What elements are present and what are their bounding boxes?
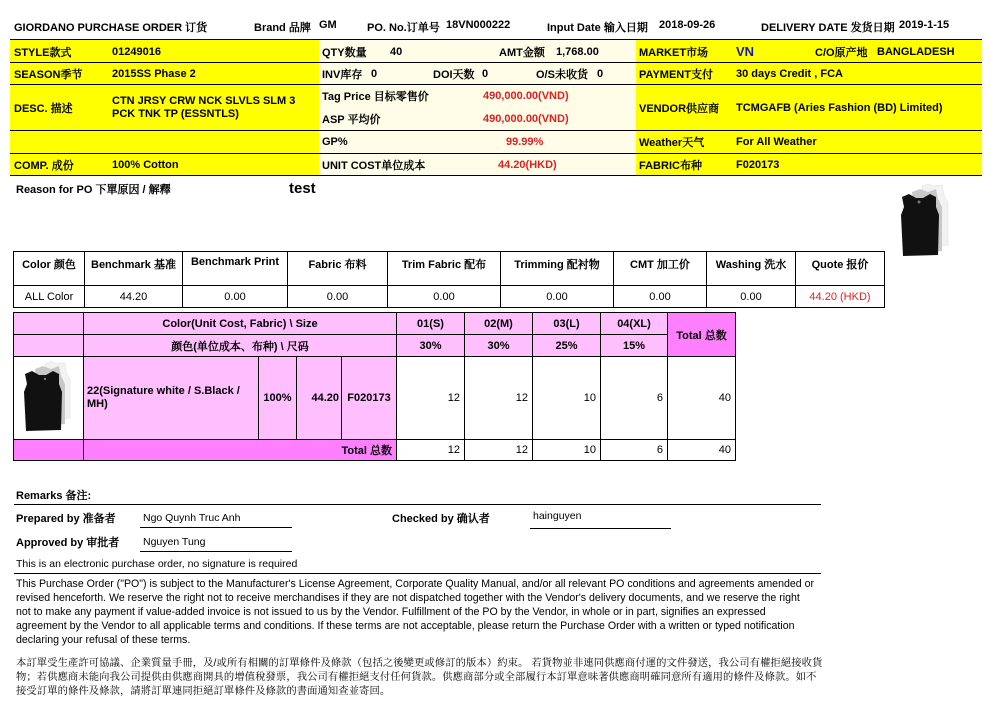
total-l: 10 — [533, 440, 601, 461]
total-row-blank — [14, 440, 84, 461]
unit-cost-label: UNIT COST单位成本 — [322, 159, 426, 172]
cost-cmt-value: 0.00 — [614, 286, 707, 308]
fabric-label: FABRIC布种 — [639, 159, 702, 172]
size-header-cn: 颜色(单位成本、布种) \ 尺码 — [84, 335, 397, 357]
cost-header-benchmark: Benchmark 基准 — [85, 252, 183, 286]
cost-trimming-value: 0.00 — [501, 286, 614, 308]
cost-quote-value: 44.20 (HKD) — [796, 286, 885, 308]
prepared-by-value: Ngo Quynh Truc Anh — [143, 512, 241, 524]
size-label-xl: 04(XL) — [601, 313, 668, 335]
prepared-by-label: Prepared by 准备者 — [16, 513, 116, 525]
color-fabric: F020173 — [342, 357, 397, 440]
signature-line — [140, 551, 292, 552]
style-value: 01249016 — [112, 45, 161, 58]
gp-label: GP% — [322, 136, 348, 148]
brand-label: Brand 品牌 — [254, 22, 311, 34]
comp-label: COMP. 成份 — [14, 159, 74, 172]
cost-header-cmt: CMT 加工价 — [614, 252, 707, 286]
po-title: GIORDANO PURCHASE ORDER 订货 — [14, 22, 208, 34]
doi-label: DOI天数 — [433, 68, 475, 81]
input-date-value: 2018-09-26 — [659, 19, 716, 31]
color-unit-cost: 44.20 — [297, 357, 342, 440]
divider — [10, 130, 982, 131]
size-ratio-m: 30% — [465, 335, 533, 357]
vendor-value: TCMGAFB (Aries Fashion (BD) Limited) — [736, 101, 943, 114]
gp-value: 99.99% — [506, 136, 544, 148]
signature-line — [140, 527, 292, 528]
size-header-row — [14, 313, 736, 335]
total-s: 12 — [397, 440, 465, 461]
total-m: 12 — [465, 440, 533, 461]
reason-label: Reason for PO 下單原因 / 解釋 — [16, 184, 171, 196]
qty-label: QTY数量 — [322, 46, 367, 59]
cost-header-benchmark-print: Benchmark Print — [183, 252, 288, 286]
payment-value: 30 days Credit , FCA — [736, 67, 843, 80]
cost-value-row — [14, 286, 885, 308]
co-value: BANGLADESH — [877, 45, 955, 58]
asp-value: 490,000.00(VND) — [483, 112, 569, 125]
divider — [14, 504, 821, 505]
os-label: O/S未收货 — [536, 68, 588, 81]
unit-cost-value: 44.20(HKD) — [498, 158, 557, 171]
total-xl: 6 — [601, 440, 668, 461]
qty-row-total: 40 — [668, 357, 736, 440]
size-ratio-blank — [14, 335, 84, 357]
cost-trim-fabric-value: 0.00 — [388, 286, 501, 308]
tag-price-value: 490,000.00(VND) — [483, 90, 569, 102]
amt-label: AMT金额 — [499, 46, 545, 59]
size-label-m: 02(M) — [465, 313, 533, 335]
co-label: C/O原产地 — [815, 46, 868, 59]
qty-l: 10 — [533, 357, 601, 440]
season-value: 2015SS Phase 2 — [112, 67, 196, 80]
market-label: MARKET市场 — [639, 46, 709, 59]
grand-total: 40 — [668, 440, 736, 461]
inv-label: INV库存 — [322, 68, 363, 81]
cost-color-value: ALL Color — [14, 286, 85, 308]
remarks-label: Remarks 备注: — [16, 490, 92, 502]
comp-value: 100% Cotton — [112, 158, 179, 171]
cost-header-quote: Quote 报价 — [796, 252, 885, 286]
approved-by-label: Approved by 审批者 — [16, 537, 120, 549]
terms-english: This Purchase Order ("PO") is subject to the Manufacturer's License Agreement, Corporate Quality Manual, and/or all relevant PO conditions and agreements amended or revised henceforth. We reserve the right not to receive merchandises if they are not dispatched together with the Vendor's delivery documents, and we reserve the right not to make any payment if value-added invoice is not issued to us by the Vendor. Fulfillment of the PO by the Vendor, in whole or in part, signifies an expressed agreement by the Vendor to all applicable terms and conditions. If these terms are not acceptable, please return the Purchase Order with a written or typed notification declaring your refusal of these terms. — [16, 578, 815, 646]
qty-xl: 6 — [601, 357, 668, 440]
style-label: STYLE款式 — [14, 46, 72, 59]
season-label: SEASON季节 — [14, 68, 83, 81]
po-info-block — [10, 39, 982, 175]
cost-breakdown-table — [13, 251, 885, 308]
approved-by-value: Nguyen Tung — [143, 536, 206, 548]
fabric-value: F020173 — [736, 158, 780, 171]
asp-label: ASP 平均价 — [322, 113, 381, 126]
reason-value: test — [289, 180, 316, 197]
size-total-row — [14, 440, 736, 461]
divider — [10, 175, 982, 176]
weather-value: For All Weather — [736, 136, 817, 148]
weather-label: Weather天气 — [639, 137, 705, 149]
divider — [14, 573, 821, 574]
desc-value: CTN JRSY CRW NCK SLVLS SLM 3 PCK TNK TP (ESSNTLS) — [112, 94, 296, 120]
checked-by-value: hainguyen — [533, 510, 582, 522]
checked-by-label: Checked by 确认者 — [392, 513, 490, 525]
size-data-row — [14, 357, 736, 440]
amt-value: 1,768.00 — [556, 45, 599, 58]
size-total-header: Total 总数 — [668, 313, 736, 357]
size-label-l: 03(L) — [533, 313, 601, 335]
size-label-s: 01(S) — [397, 313, 465, 335]
total-row-label: Total 总数 — [84, 440, 397, 461]
cost-header-row — [14, 252, 885, 286]
cost-benchmark-value: 44.20 — [85, 286, 183, 308]
terms-chinese: 本訂單受生產許可協議、企業質量手冊，及/或所有相關的訂單條件及條款（包括之後變更或修訂的版本）約束。 若貨物並非連同供應商付運的文件發送，我公司有權拒絕接收貨物；若供應商未能向我公司提供由供應商開具的增值稅發票，我公司有權拒絕支付任何貨款。供應商部分或全部履行本訂單意味著供應商明確同意所有適用的條件及條款。如不接受訂單的條件及條款，請將訂單連同拒絕訂單條件及條款的書面通知查並寄回。 — [16, 658, 823, 697]
qty-m: 12 — [465, 357, 533, 440]
input-date-label: Input Date 输入日期 — [547, 22, 648, 34]
tank-top-image — [898, 183, 958, 258]
size-ratio-s: 30% — [397, 335, 465, 357]
cost-fabric-value: 0.00 — [288, 286, 388, 308]
cost-header-color: Color 颜色 — [14, 252, 85, 286]
size-header-blank — [14, 313, 84, 335]
qty-value: 40 — [390, 45, 403, 58]
cost-header-trimming: Trimming 配衬物 — [501, 252, 614, 286]
delivery-date-value: 2019-1-15 — [899, 19, 950, 31]
color-swatch-image — [14, 357, 84, 440]
payment-label: PAYMENT支付 — [639, 68, 713, 81]
cost-benchmark-print-value: 0.00 — [183, 286, 288, 308]
color-name: 22(Signature white / S.Black / MH) — [84, 357, 259, 440]
cost-header-trim-fabric: Trim Fabric 配布 — [388, 252, 501, 286]
inv-value: 0 — [371, 67, 378, 80]
size-ratio-l: 25% — [533, 335, 601, 357]
color-percent: 100% — [259, 357, 297, 440]
electronic-po-note: This is an electronic purchase order, no signature is required — [16, 558, 298, 570]
cost-header-washing: Washing 洗水 — [707, 252, 796, 286]
qty-s: 12 — [397, 357, 465, 440]
brand-value: GM — [319, 19, 337, 31]
signature-line — [530, 528, 671, 529]
delivery-date-label: DELIVERY DATE 发货日期 — [761, 22, 895, 34]
cost-header-fabric: Fabric 布料 — [288, 252, 388, 286]
size-header-en: Color(Unit Cost, Fabric) \ Size — [84, 313, 397, 335]
size-breakdown-table — [13, 312, 736, 461]
vendor-label: VENDOR供应商 — [639, 102, 720, 115]
size-ratio-xl: 15% — [601, 335, 668, 357]
po-number-value: 18VN000222 — [446, 19, 511, 31]
market-value: VN — [736, 44, 755, 59]
po-number-label: PO. No.订单号 — [367, 22, 440, 34]
tag-price-label: Tag Price 目标零售价 — [322, 91, 429, 103]
os-value: 0 — [597, 67, 604, 80]
desc-label: DESC. 描述 — [14, 102, 73, 115]
cost-washing-value: 0.00 — [707, 286, 796, 308]
doi-value: 0 — [482, 67, 489, 80]
size-ratio-row — [14, 335, 736, 357]
